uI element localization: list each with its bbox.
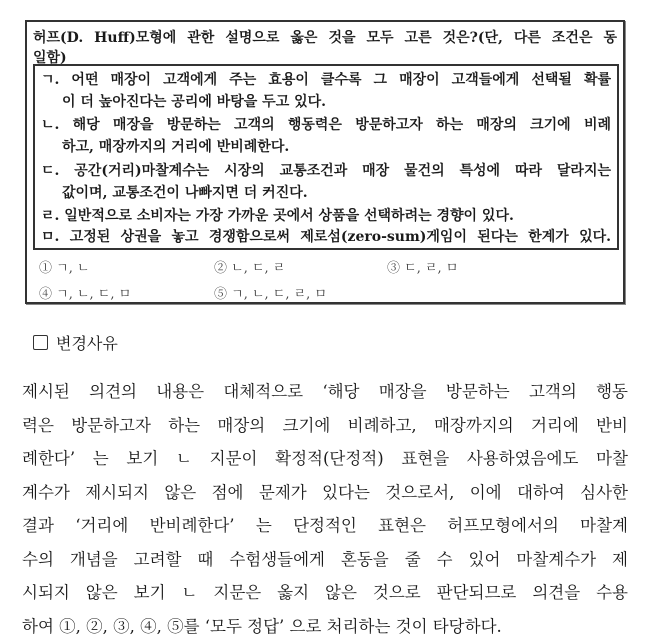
statement-b-line-1: ㄴ. 해당 매장을 방문하는 고객의 행동력은 방문하고자 하는 매장의 크기에 비례 bbox=[41, 117, 611, 133]
question-box bbox=[25, 20, 625, 304]
question-stem-line-2: 일함) bbox=[33, 50, 67, 66]
body-line: 하여 ①, ②, ③, ④, ⑤를 ‘모두 정답’ 으로 처리하는 것이 타당하다. bbox=[22, 616, 502, 636]
statement-d: ㄹ. 일반적으로 소비자는 가장 가까운 곳에서 상품을 선택하려는 경향이 있다. bbox=[41, 208, 514, 224]
body-line: 례한다’ 는 보기 ㄴ 지문이 확정적(단정적) 표현을 사용하였음에도 마찰 bbox=[22, 449, 628, 468]
body-line: 력은 방문하고자 하는 매장의 크기에 비례하고, 매장까지의 거리에 반비 bbox=[22, 415, 628, 435]
body-line: 수의 개념을 고려할 때 수험생들에게 혼동을 줄 수 있어 마찰계수가 제 bbox=[22, 549, 628, 569]
checkbox-square-icon bbox=[33, 335, 48, 350]
statement-c-line-2: 값이며, 교통조건이 나빠지면 더 커진다. bbox=[62, 185, 308, 201]
body-line: 계수가 제시되지 않은 점에 문제가 있다는 것으로서, 이에 대하여 심사한 bbox=[22, 482, 628, 502]
body-line: 제시된 의견의 내용은 대체적으로 ‘해당 매장을 방문하는 고객의 행동 bbox=[22, 382, 628, 401]
choice-1: ① ㄱ, ㄴ bbox=[39, 261, 90, 276]
body-line: 결과 ‘거리에 반비례한다’ 는 단정적인 표현은 허프모형에서의 마찰계 bbox=[22, 516, 628, 535]
statement-b-line-2: 하고, 매장까지의 거리에 반비례한다. bbox=[62, 139, 290, 155]
statement-a-line-2: 이 더 높아진다는 공리에 바탕을 두고 있다. bbox=[62, 94, 327, 110]
section-heading bbox=[33, 331, 118, 354]
body-line: 시되지 않은 보기 ㄴ 지문은 옳지 않은 것으로 판단되므로 의견을 수용 bbox=[22, 583, 628, 602]
question-stem-line-1: 허프(D. Huff)모형에 관한 설명으로 옳은 것을 모두 고른 것은?(단, 다른 조건은 동 bbox=[33, 30, 617, 46]
choice-2: ② ㄴ, ㄷ, ㄹ bbox=[214, 261, 286, 276]
statement-c-line-1: ㄷ. 공간(거리)마찰계수는 시장의 교통조건과 매장 물건의 특성에 따라 달라지는 bbox=[41, 163, 611, 179]
choice-5: ⑤ ㄱ, ㄴ, ㄷ, ㄹ, ㅁ bbox=[214, 287, 327, 302]
statement-a-line-1: ㄱ. 어떤 매장이 고객에게 주는 효용이 클수록 그 매장이 고객들에게 선택될 확률 bbox=[41, 72, 611, 88]
statement-box bbox=[33, 64, 619, 250]
statement-e: ㅁ. 고정된 상권을 놓고 경쟁함으로써 제로섬(zero-sum)게임이 된다는 한계가 있다. bbox=[41, 229, 611, 245]
section-title: 변경사유 bbox=[56, 334, 118, 353]
choice-4: ④ ㄱ, ㄴ, ㄷ, ㅁ bbox=[39, 287, 132, 302]
choice-3: ③ ㄷ, ㄹ, ㅁ bbox=[387, 261, 459, 276]
